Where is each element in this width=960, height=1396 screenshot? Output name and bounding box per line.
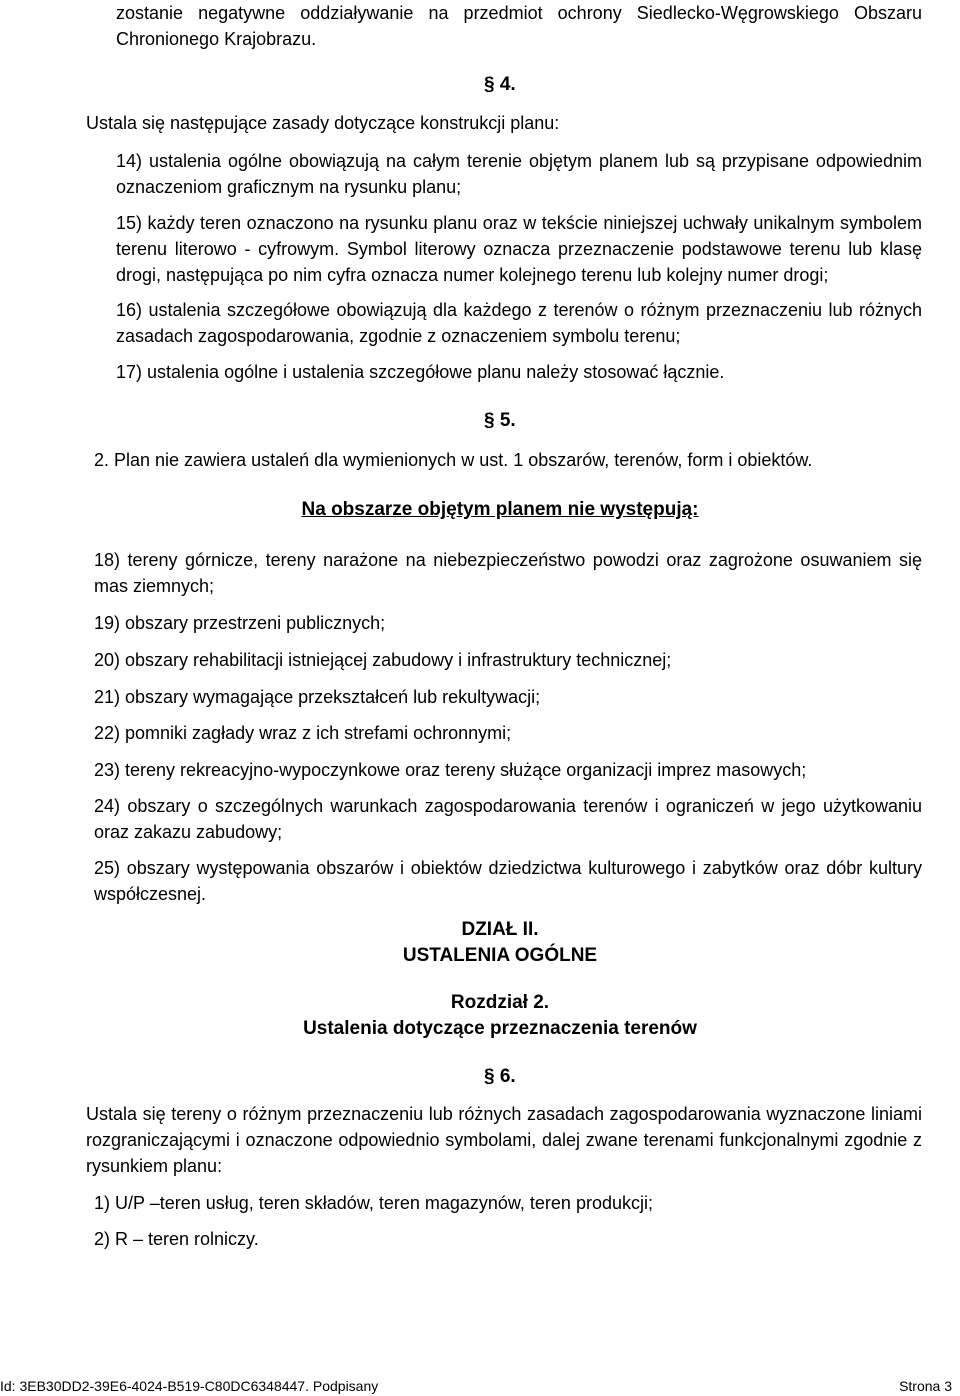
division-title: USTALENIA OGÓLNE (402, 945, 598, 966)
list-item-2: 2) R – teren rolniczy. (94, 1229, 259, 1249)
list-item-21: 21) obszary wymagające przekształceń lub rekultywacji; (94, 687, 541, 707)
list-item-14: 14) ustalenia ogólne obowiązują na całym terenie objętym planem lub są przypisane odpowiednim oznaczeniom graficznym na rysunku planu; (116, 151, 922, 197)
list-item-20: 20) obszary rehabilitacji istniejącej zabudowy i infrastruktury technicznej; (94, 650, 672, 670)
page-footer (0, 1377, 960, 1395)
section-5-point-2: 2. Plan nie zawiera ustaleń dla wymienionych w ust. 1 obszarów, terenów, form i obiektów. (94, 450, 813, 470)
division-number: DZIAŁ II. (461, 919, 539, 940)
section-5-heading: Na obszarze objętym planem nie występują: (301, 499, 699, 520)
list-item-18: 18) tereny górnicze, tereny narażone na niebezpieczeństwo powodzi oraz zagrożone osuwaniem się mas ziemnych; (94, 550, 922, 596)
top-paragraph: zostanie negatywne oddziaływanie na przedmiot ochrony Siedlecko-Węgrowskiego Obszaru Chronionego Krajobrazu. (116, 3, 922, 49)
section-6-mark: § 6. (484, 1066, 516, 1087)
list-item-22: 22) pomniki zagłady wraz z ich strefami ochronnymi; (94, 723, 512, 743)
list-item-1: 1) U/P –teren usług, teren składów, teren magazynów, teren produkcji; (94, 1193, 653, 1213)
section-6-paragraph: Ustala się tereny o różnym przeznaczeniu lub różnych zasadach zagospodarowania wyznaczone liniami rozgraniczającymi i oznaczone odpowiednio symbolami, dalej zwane terenami funkcjonalnymi zgodnie z rysunkiem planu: (86, 1104, 922, 1176)
page-number: Strona 3 (899, 1378, 952, 1394)
list-item-17: 17) ustalenia ogólne i ustalenia szczegółowe planu należy stosować łącznie. (116, 362, 725, 382)
list-item-25: 25) obszary występowania obszarów i obiektów dziedzictwa kulturowego i zabytków oraz dóbr kultury współczesnej. (94, 858, 922, 904)
list-item-15: 15) każdy teren oznaczono na rysunku planu oraz w tekście niniejszej uchwały unikalnym symbolem terenu literowo - cyfrowym. Symbol literowy oznacza przeznaczenie podstawowe terenu lub klasę drogi, następująca po nim cyfra oznacza numer kolejnego terenu lub kolejny numer drogi; (116, 213, 922, 285)
chapter-number: Rozdział 2. (450, 992, 550, 1013)
list-item-19: 19) obszary przestrzeni publicznych; (94, 613, 386, 633)
document-id: Id: 3EB30DD2-39E6-4024-B519-C80DC6348447. Podpisany (0, 1378, 379, 1394)
list-item-23: 23) tereny rekreacyjno-wypoczynkowe oraz tereny służące organizacji imprez masowych; (94, 760, 807, 780)
list-item-24: 24) obszary o szczególnych warunkach zagospodarowania terenów i ograniczeń w jego użytkowaniu oraz zakazu zabudowy; (94, 796, 922, 842)
section-4-mark: § 4. (484, 74, 516, 95)
list-item-16: 16) ustalenia szczegółowe obowiązują dla każdego z terenów o różnym przeznaczeniu lub różnych zasadach zagospodarowania, zgodnie z oznaczeniem symbolu terenu; (116, 300, 922, 346)
section-5-mark: § 5. (484, 410, 516, 431)
section-4-intro: Ustala się następujące zasady dotyczące konstrukcji planu: (86, 113, 560, 133)
chapter-title: Ustalenia dotyczące przeznaczenia terenów (303, 1018, 697, 1039)
